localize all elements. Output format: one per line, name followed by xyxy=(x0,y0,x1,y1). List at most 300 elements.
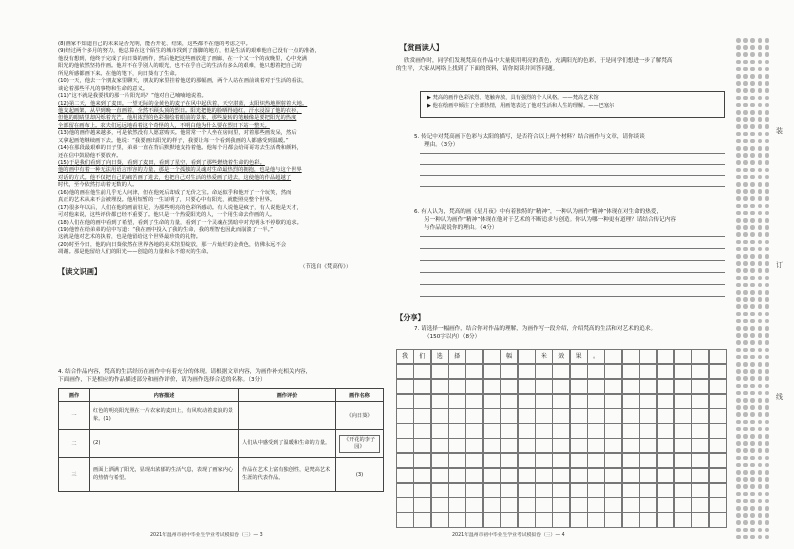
grid-cell[interactable] xyxy=(691,497,709,512)
grid-cell[interactable] xyxy=(413,408,431,423)
grid-cell[interactable] xyxy=(552,483,570,498)
margin-dot xyxy=(750,405,755,410)
grid-cell[interactable] xyxy=(518,468,536,483)
grid-cell[interactable] xyxy=(448,468,466,483)
table-header: 画作名称 xyxy=(336,389,384,402)
margin-dot xyxy=(758,528,763,533)
passage-line: (17)很多年以后，人们在他的画前驻足，为那些明亮的色彩所感动。有人说他是疯子，有人说他是天才， xyxy=(58,204,302,211)
margin-dot xyxy=(765,427,770,432)
grid-cell[interactable] xyxy=(570,423,588,438)
margin-dot xyxy=(765,456,770,461)
grid-cell[interactable] xyxy=(413,438,431,453)
grid-cell[interactable] xyxy=(622,453,640,468)
grid-cell[interactable] xyxy=(691,408,709,423)
grid-cell[interactable] xyxy=(448,408,466,423)
grid-cell[interactable] xyxy=(500,423,518,438)
grid-cell[interactable] xyxy=(570,394,588,409)
grid-cell[interactable] xyxy=(448,497,466,512)
answer-line[interactable] xyxy=(420,175,725,176)
grid-cell[interactable] xyxy=(622,423,640,438)
grid-cell[interactable] xyxy=(518,379,536,394)
grid-cell[interactable] xyxy=(657,453,675,468)
grid-cell[interactable] xyxy=(431,394,449,409)
margin-dot xyxy=(758,283,763,288)
grid-cell[interactable] xyxy=(639,394,657,409)
grid-cell[interactable] xyxy=(518,438,536,453)
margin-dot xyxy=(765,132,770,137)
margin-dot xyxy=(765,276,770,281)
grid-cell[interactable] xyxy=(431,468,449,483)
margin-dot xyxy=(758,362,763,367)
grid-cell[interactable] xyxy=(431,423,449,438)
grid-cell[interactable] xyxy=(396,497,414,512)
grid-cell[interactable] xyxy=(396,394,414,409)
grid-cell[interactable] xyxy=(465,512,483,527)
margin-dot xyxy=(758,124,763,129)
answer-line[interactable] xyxy=(420,186,725,187)
grid-cell[interactable] xyxy=(448,438,466,453)
grid-cell[interactable] xyxy=(587,394,605,409)
grid-cell[interactable] xyxy=(604,438,622,453)
grid-cell[interactable] xyxy=(552,379,570,394)
grid-cell[interactable] xyxy=(518,364,536,379)
grid-cell[interactable] xyxy=(604,408,622,423)
grid-cell[interactable] xyxy=(465,349,483,364)
answer-line[interactable] xyxy=(420,296,725,297)
passage-line: (14)在那段最艰难的日子里，弟弟一直在背后默默地支持着他。他每个月都会给哥哥寄去生活费和颜料， xyxy=(58,145,302,152)
grid-cell[interactable] xyxy=(674,468,692,483)
grid-cell[interactable] xyxy=(709,483,727,498)
margin-dot xyxy=(765,348,770,353)
grid-cell[interactable] xyxy=(622,349,640,364)
margin-dot xyxy=(758,340,763,345)
grid-cell[interactable] xyxy=(604,483,622,498)
grid-cell[interactable] xyxy=(622,483,640,498)
passage-line: (15)于是我们看到了向日葵，看到了麦田，看到了星空，看到了那些燃烧着生命的色彩。 xyxy=(58,160,265,166)
margin-dot xyxy=(743,132,748,137)
grid-cell[interactable] xyxy=(622,468,640,483)
margin-dot xyxy=(750,348,755,353)
grid-cell[interactable] xyxy=(552,394,570,409)
margin-dot xyxy=(765,513,770,518)
grid-cell[interactable] xyxy=(604,423,622,438)
grid-cell[interactable] xyxy=(535,408,553,423)
grid-cell[interactable] xyxy=(396,379,414,394)
grid-cell[interactable] xyxy=(674,438,692,453)
grid-cell[interactable] xyxy=(639,349,657,364)
grid-cell[interactable] xyxy=(604,394,622,409)
grid-cell[interactable] xyxy=(639,423,657,438)
grid-cell[interactable] xyxy=(674,349,692,364)
margin-dot xyxy=(743,168,748,173)
margin-dot xyxy=(736,283,741,288)
grid-cell[interactable] xyxy=(500,512,518,527)
grid-cell[interactable] xyxy=(657,364,675,379)
margin-dot xyxy=(765,434,770,439)
grid-cell[interactable] xyxy=(483,408,501,423)
grid-cell[interactable] xyxy=(639,438,657,453)
grid-cell[interactable] xyxy=(657,438,675,453)
grid-cell[interactable] xyxy=(552,364,570,379)
grid-cell[interactable] xyxy=(396,483,414,498)
grid-cell[interactable] xyxy=(483,349,501,364)
grid-cell[interactable] xyxy=(639,379,657,394)
margin-dot xyxy=(743,355,748,360)
passage-line: (8)画家不知道自己的未来是否光明，能否开花、结果，这些都不在他的考虑之中。 xyxy=(58,41,251,47)
grid-cell[interactable] xyxy=(674,423,692,438)
answer-line[interactable] xyxy=(420,248,725,249)
grid-cell[interactable] xyxy=(657,497,675,512)
grid-cell[interactable] xyxy=(413,379,431,394)
margin-dot xyxy=(736,499,741,504)
margin-dot xyxy=(758,247,763,252)
margin-dot xyxy=(743,470,748,475)
grid-cell[interactable] xyxy=(622,364,640,379)
grid-cell[interactable] xyxy=(431,453,449,468)
grid-cell[interactable] xyxy=(483,364,501,379)
grid-cell[interactable] xyxy=(465,483,483,498)
grid-cell[interactable] xyxy=(674,512,692,527)
margin-dot xyxy=(758,398,763,403)
grid-cell[interactable] xyxy=(518,512,536,527)
grid-cell[interactable] xyxy=(709,453,727,468)
answer-line[interactable] xyxy=(420,284,725,285)
grid-cell[interactable] xyxy=(604,468,622,483)
grid-cell[interactable] xyxy=(604,364,622,379)
grid-cell[interactable] xyxy=(483,453,501,468)
grid-cell[interactable] xyxy=(465,408,483,423)
grid-cell[interactable] xyxy=(500,379,518,394)
grid-cell[interactable] xyxy=(500,483,518,498)
grid-cell[interactable] xyxy=(691,512,709,527)
grid-cell[interactable] xyxy=(500,394,518,409)
grid-cell[interactable] xyxy=(709,438,727,453)
grid-cell[interactable] xyxy=(622,408,640,423)
margin-dot xyxy=(736,254,741,259)
grid-cell[interactable]: 幅 xyxy=(500,349,518,364)
margin-dot xyxy=(765,492,770,497)
margin-dot xyxy=(736,96,741,101)
grid-cell[interactable] xyxy=(709,423,727,438)
grid-cell[interactable]: 选 xyxy=(431,349,449,364)
grid-cell[interactable] xyxy=(396,468,414,483)
margin-dot xyxy=(765,211,770,216)
grid-cell[interactable] xyxy=(483,394,501,409)
grid-cell[interactable] xyxy=(535,453,553,468)
grid-cell[interactable] xyxy=(709,468,727,483)
grid-cell[interactable] xyxy=(657,408,675,423)
grid-cell[interactable] xyxy=(413,394,431,409)
grid-cell[interactable] xyxy=(570,497,588,512)
grid-cell[interactable] xyxy=(396,408,414,423)
grid-cell[interactable] xyxy=(587,512,605,527)
grid-cell[interactable] xyxy=(518,408,536,423)
margin-dot xyxy=(743,117,748,122)
margin-dot xyxy=(750,261,755,266)
passage-line: (18)人们在他的画中看到了希望，看到了生命的力量，看到了一个灵魂在黑暗中对光明永不停歇的追求。 xyxy=(58,219,302,226)
margin-dot xyxy=(765,254,770,259)
grid-cell[interactable] xyxy=(552,438,570,453)
grid-cell[interactable] xyxy=(413,364,431,379)
grid-cell[interactable] xyxy=(674,394,692,409)
grid-cell[interactable] xyxy=(396,423,414,438)
margin-dot xyxy=(743,232,748,237)
grid-cell[interactable] xyxy=(448,379,466,394)
grid-cell[interactable] xyxy=(483,468,501,483)
grid-cell[interactable] xyxy=(518,394,536,409)
margin-dot xyxy=(758,499,763,504)
grid-cell[interactable] xyxy=(448,512,466,527)
margin-dot xyxy=(736,391,741,396)
grid-cell[interactable]: 我 xyxy=(396,349,414,364)
grid-cell[interactable] xyxy=(691,379,709,394)
margin-dot xyxy=(743,405,748,410)
grid-cell[interactable] xyxy=(552,408,570,423)
grid-cell[interactable] xyxy=(657,512,675,527)
grid-cell[interactable] xyxy=(674,453,692,468)
answer-line[interactable] xyxy=(420,272,725,273)
grid-cell[interactable] xyxy=(483,483,501,498)
grid-cell[interactable] xyxy=(535,364,553,379)
grid-cell[interactable] xyxy=(622,379,640,394)
grid-cell[interactable] xyxy=(570,483,588,498)
grid-cell[interactable] xyxy=(535,423,553,438)
grid-cell[interactable] xyxy=(396,364,414,379)
grid-cell[interactable] xyxy=(483,438,501,453)
margin-dot xyxy=(750,268,755,273)
grid-cell[interactable] xyxy=(674,364,692,379)
grid-cell[interactable] xyxy=(691,438,709,453)
grid-cell[interactable] xyxy=(483,379,501,394)
margin-dot xyxy=(758,304,763,309)
margin-dot xyxy=(765,441,770,446)
grid-cell[interactable] xyxy=(674,483,692,498)
margin-dot xyxy=(743,333,748,338)
grid-cell[interactable] xyxy=(465,453,483,468)
grid-cell[interactable] xyxy=(570,453,588,468)
grid-cell[interactable] xyxy=(587,423,605,438)
grid-cell[interactable] xyxy=(396,512,414,527)
grid-cell[interactable] xyxy=(535,497,553,512)
grid-cell[interactable] xyxy=(691,364,709,379)
grid-cell[interactable] xyxy=(691,423,709,438)
grid-cell[interactable] xyxy=(483,512,501,527)
answer-line[interactable] xyxy=(420,236,725,237)
grid-cell[interactable] xyxy=(674,408,692,423)
margin-dot xyxy=(758,38,763,43)
grid-cell[interactable] xyxy=(431,408,449,423)
grid-cell[interactable] xyxy=(535,438,553,453)
grid-cell[interactable] xyxy=(518,453,536,468)
grid-cell[interactable] xyxy=(535,512,553,527)
grid-cell[interactable] xyxy=(691,349,709,364)
grid-cell[interactable]: 。 xyxy=(587,349,605,364)
grid-cell[interactable] xyxy=(639,497,657,512)
margin-dot xyxy=(765,376,770,381)
grid-cell[interactable] xyxy=(431,438,449,453)
grid-cell[interactable] xyxy=(535,394,553,409)
grid-cell[interactable] xyxy=(691,453,709,468)
grid-cell[interactable] xyxy=(587,364,605,379)
grid-cell[interactable] xyxy=(500,468,518,483)
grid-cell[interactable] xyxy=(465,364,483,379)
grid-cell[interactable] xyxy=(500,364,518,379)
margin-dot xyxy=(736,520,741,525)
margin-dot xyxy=(758,333,763,338)
grid-cell[interactable] xyxy=(448,394,466,409)
grid-cell[interactable] xyxy=(431,512,449,527)
grid-cell[interactable] xyxy=(448,483,466,498)
grid-cell[interactable] xyxy=(657,349,675,364)
grid-cell[interactable] xyxy=(639,453,657,468)
grid-cell[interactable] xyxy=(448,364,466,379)
grid-cell[interactable] xyxy=(604,379,622,394)
grid-cell[interactable] xyxy=(570,512,588,527)
grid-cell[interactable] xyxy=(552,468,570,483)
grid-cell[interactable] xyxy=(500,453,518,468)
grid-cell[interactable] xyxy=(709,349,727,364)
grid-cell[interactable]: 米 xyxy=(535,349,553,364)
grid-cell[interactable] xyxy=(587,379,605,394)
grid-cell[interactable] xyxy=(413,483,431,498)
margin-dot xyxy=(750,535,755,540)
grid-cell[interactable] xyxy=(587,438,605,453)
grid-cell[interactable] xyxy=(622,497,640,512)
grid-cell[interactable] xyxy=(552,423,570,438)
grid-cell[interactable] xyxy=(622,438,640,453)
grid-cell[interactable] xyxy=(674,497,692,512)
grid-cell[interactable] xyxy=(552,453,570,468)
grid-cell[interactable] xyxy=(431,364,449,379)
grid-cell[interactable] xyxy=(552,497,570,512)
grid-cell[interactable] xyxy=(500,408,518,423)
grid-cell[interactable] xyxy=(570,364,588,379)
grid-cell[interactable] xyxy=(413,497,431,512)
grid-cell[interactable] xyxy=(518,349,536,364)
grid-cell[interactable] xyxy=(674,379,692,394)
grid-cell[interactable] xyxy=(709,497,727,512)
grid-cell[interactable] xyxy=(604,512,622,527)
grid-cell[interactable] xyxy=(535,468,553,483)
answer-line[interactable] xyxy=(420,164,725,165)
margin-dot xyxy=(750,67,755,72)
grid-cell[interactable]: 效 xyxy=(552,349,570,364)
grid-cell[interactable] xyxy=(465,394,483,409)
margin-dot xyxy=(750,434,755,439)
grid-cell[interactable] xyxy=(587,483,605,498)
grid-cell[interactable] xyxy=(465,423,483,438)
grid-cell[interactable] xyxy=(622,512,640,527)
grid-cell[interactable] xyxy=(518,423,536,438)
grid-cell[interactable] xyxy=(709,512,727,527)
grid-cell[interactable] xyxy=(587,453,605,468)
answer-line[interactable] xyxy=(420,153,725,154)
grid-cell[interactable] xyxy=(431,379,449,394)
grid-cell[interactable] xyxy=(709,408,727,423)
grid-cell[interactable] xyxy=(570,438,588,453)
margin-dot xyxy=(758,96,763,101)
grid-cell[interactable] xyxy=(483,497,501,512)
grid-cell[interactable] xyxy=(639,408,657,423)
grid-cell[interactable] xyxy=(604,453,622,468)
grid-cell[interactable] xyxy=(518,483,536,498)
grid-cell[interactable] xyxy=(691,468,709,483)
grid-cell[interactable] xyxy=(657,423,675,438)
grid-cell[interactable] xyxy=(657,468,675,483)
grid-cell[interactable] xyxy=(709,394,727,409)
margin-dot xyxy=(758,168,763,173)
margin-dot xyxy=(750,506,755,511)
grid-cell[interactable] xyxy=(396,438,414,453)
grid-cell[interactable] xyxy=(570,379,588,394)
grid-cell[interactable] xyxy=(465,497,483,512)
grid-cell[interactable] xyxy=(657,379,675,394)
margin-dot xyxy=(750,312,755,317)
margin-dot xyxy=(765,506,770,511)
row-description: (2) xyxy=(90,430,239,458)
grid-cell[interactable] xyxy=(431,497,449,512)
grid-cell[interactable] xyxy=(587,468,605,483)
grid-cell[interactable] xyxy=(709,364,727,379)
grid-cell[interactable] xyxy=(535,483,553,498)
grid-cell[interactable]: 果 xyxy=(570,349,588,364)
grid-cell[interactable] xyxy=(500,497,518,512)
grid-cell[interactable] xyxy=(552,512,570,527)
grid-cell[interactable] xyxy=(465,379,483,394)
grid-cell[interactable] xyxy=(639,364,657,379)
grid-cell[interactable] xyxy=(657,483,675,498)
grid-cell[interactable] xyxy=(413,512,431,527)
grid-cell[interactable] xyxy=(465,438,483,453)
grid-cell[interactable] xyxy=(639,483,657,498)
margin-dot xyxy=(765,117,770,122)
margin-dot xyxy=(765,528,770,533)
passage-text xyxy=(58,41,384,257)
grid-cell[interactable] xyxy=(604,497,622,512)
grid-cell[interactable] xyxy=(413,453,431,468)
grid-cell[interactable] xyxy=(535,379,553,394)
grid-cell[interactable] xyxy=(691,394,709,409)
grid-cell[interactable]: 择 xyxy=(448,349,466,364)
grid-cell[interactable] xyxy=(413,468,431,483)
grid-cell[interactable] xyxy=(570,408,588,423)
grid-cell[interactable] xyxy=(709,379,727,394)
grid-cell[interactable] xyxy=(465,468,483,483)
grid-cell[interactable] xyxy=(587,408,605,423)
grid-cell[interactable] xyxy=(657,394,675,409)
grid-cell[interactable] xyxy=(413,423,431,438)
margin-dot xyxy=(743,276,748,281)
grid-cell[interactable] xyxy=(639,468,657,483)
grid-cell[interactable] xyxy=(639,512,657,527)
grid-cell[interactable] xyxy=(500,438,518,453)
grid-cell[interactable] xyxy=(448,453,466,468)
answer-line[interactable] xyxy=(420,260,725,261)
grid-cell[interactable] xyxy=(518,497,536,512)
margin-dot xyxy=(736,441,741,446)
grid-cell[interactable] xyxy=(483,423,501,438)
grid-cell[interactable] xyxy=(570,468,588,483)
right-section-title: 【赏画读人】 xyxy=(400,43,444,52)
grid-cell[interactable] xyxy=(587,497,605,512)
grid-cell[interactable]: 们 xyxy=(413,349,431,364)
grid-cell[interactable] xyxy=(431,483,449,498)
grid-cell[interactable] xyxy=(691,483,709,498)
grid-cell[interactable] xyxy=(396,453,414,468)
grid-cell[interactable] xyxy=(622,394,640,409)
grid-cell[interactable] xyxy=(448,423,466,438)
grid-cell[interactable] xyxy=(604,349,622,364)
